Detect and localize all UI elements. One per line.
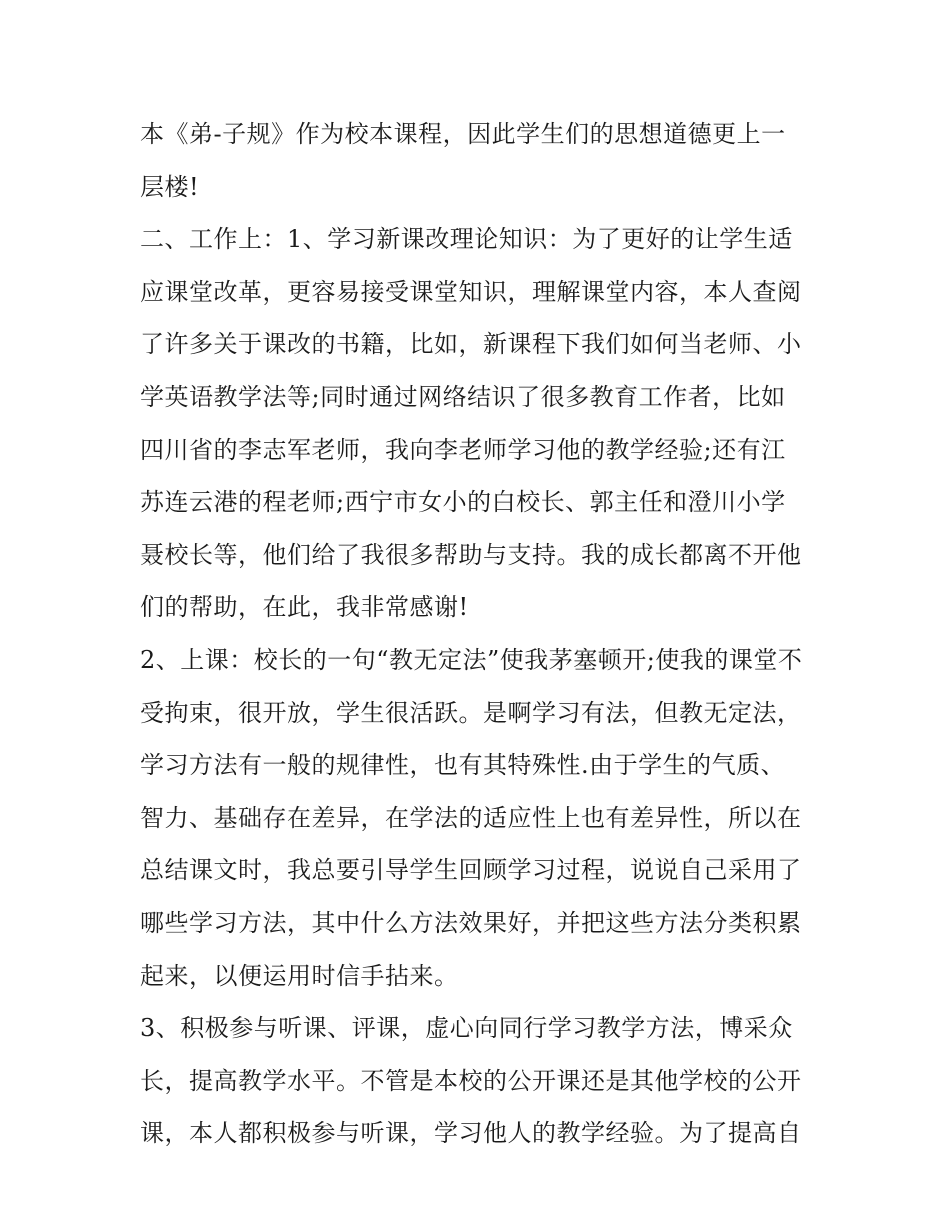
text-line: 了许多关于课改的书籍，比如，新课程下我们如何当老师、小 bbox=[140, 330, 802, 359]
text-line: 总结课文时，我总要引导学生回顾学习过程，说说自己采用了 bbox=[140, 856, 802, 885]
text-line: 苏连云港的程老师;西宁市女小的白校长、郭主任和澄川小学 bbox=[140, 488, 786, 517]
text-line: 2、上课：校长的一句“教无定法”使我茅塞顿开;使我的课堂不 bbox=[140, 645, 803, 674]
text-line: 聂校长等，他们给了我很多帮助与支持。我的成长都离不开他 bbox=[140, 540, 802, 569]
text-line: 四川省的李志军老师，我向李老师学习他的教学经验;还有江 bbox=[140, 435, 786, 464]
text-line: 哪些学习方法，其中什么方法效果好，并把这些方法分类积累 bbox=[140, 908, 802, 937]
text-line: 课，本人都积极参与听课，学习他人的教学经验。为了提高自 bbox=[140, 1119, 802, 1148]
text-line: 学英语教学法等;同时通过网络结识了很多教育工作者，比如 bbox=[140, 382, 786, 411]
text-line: 起来，以便运用时信手拈来。 bbox=[140, 961, 459, 990]
document-body bbox=[140, 108, 820, 1160]
text-line: 二、工作上：1、学习新课改理论知识：为了更好的让学生适 bbox=[140, 225, 793, 254]
text-line: 长，提高教学水平。不管是本校的公开课还是其他学校的公开 bbox=[140, 1066, 802, 1095]
text-line: 学习方法有一般的规律性，也有其特殊性.由于学生的气质、 bbox=[140, 751, 786, 780]
text-line: 们的帮助，在此，我非常感谢! bbox=[140, 593, 469, 622]
text-line: 应课堂改革，更容易接受课堂知识，理解课堂内容，本人查阅 bbox=[140, 277, 802, 306]
text-line: 智力、基础存在差异，在学法的适应性上也有差异性，所以在 bbox=[140, 803, 802, 832]
text-line: 层楼! bbox=[140, 172, 200, 201]
text-line: 受拘束，很开放，学生很活跃。是啊学习有法，但教无定法， bbox=[140, 698, 802, 727]
text-line: 本《弟-子规》作为校本课程，因此学生们的思想道德更上一 bbox=[140, 120, 786, 148]
text-line: 3、积极参与听课、评课，虚心向同行学习教学方法，博采众 bbox=[140, 1014, 793, 1043]
